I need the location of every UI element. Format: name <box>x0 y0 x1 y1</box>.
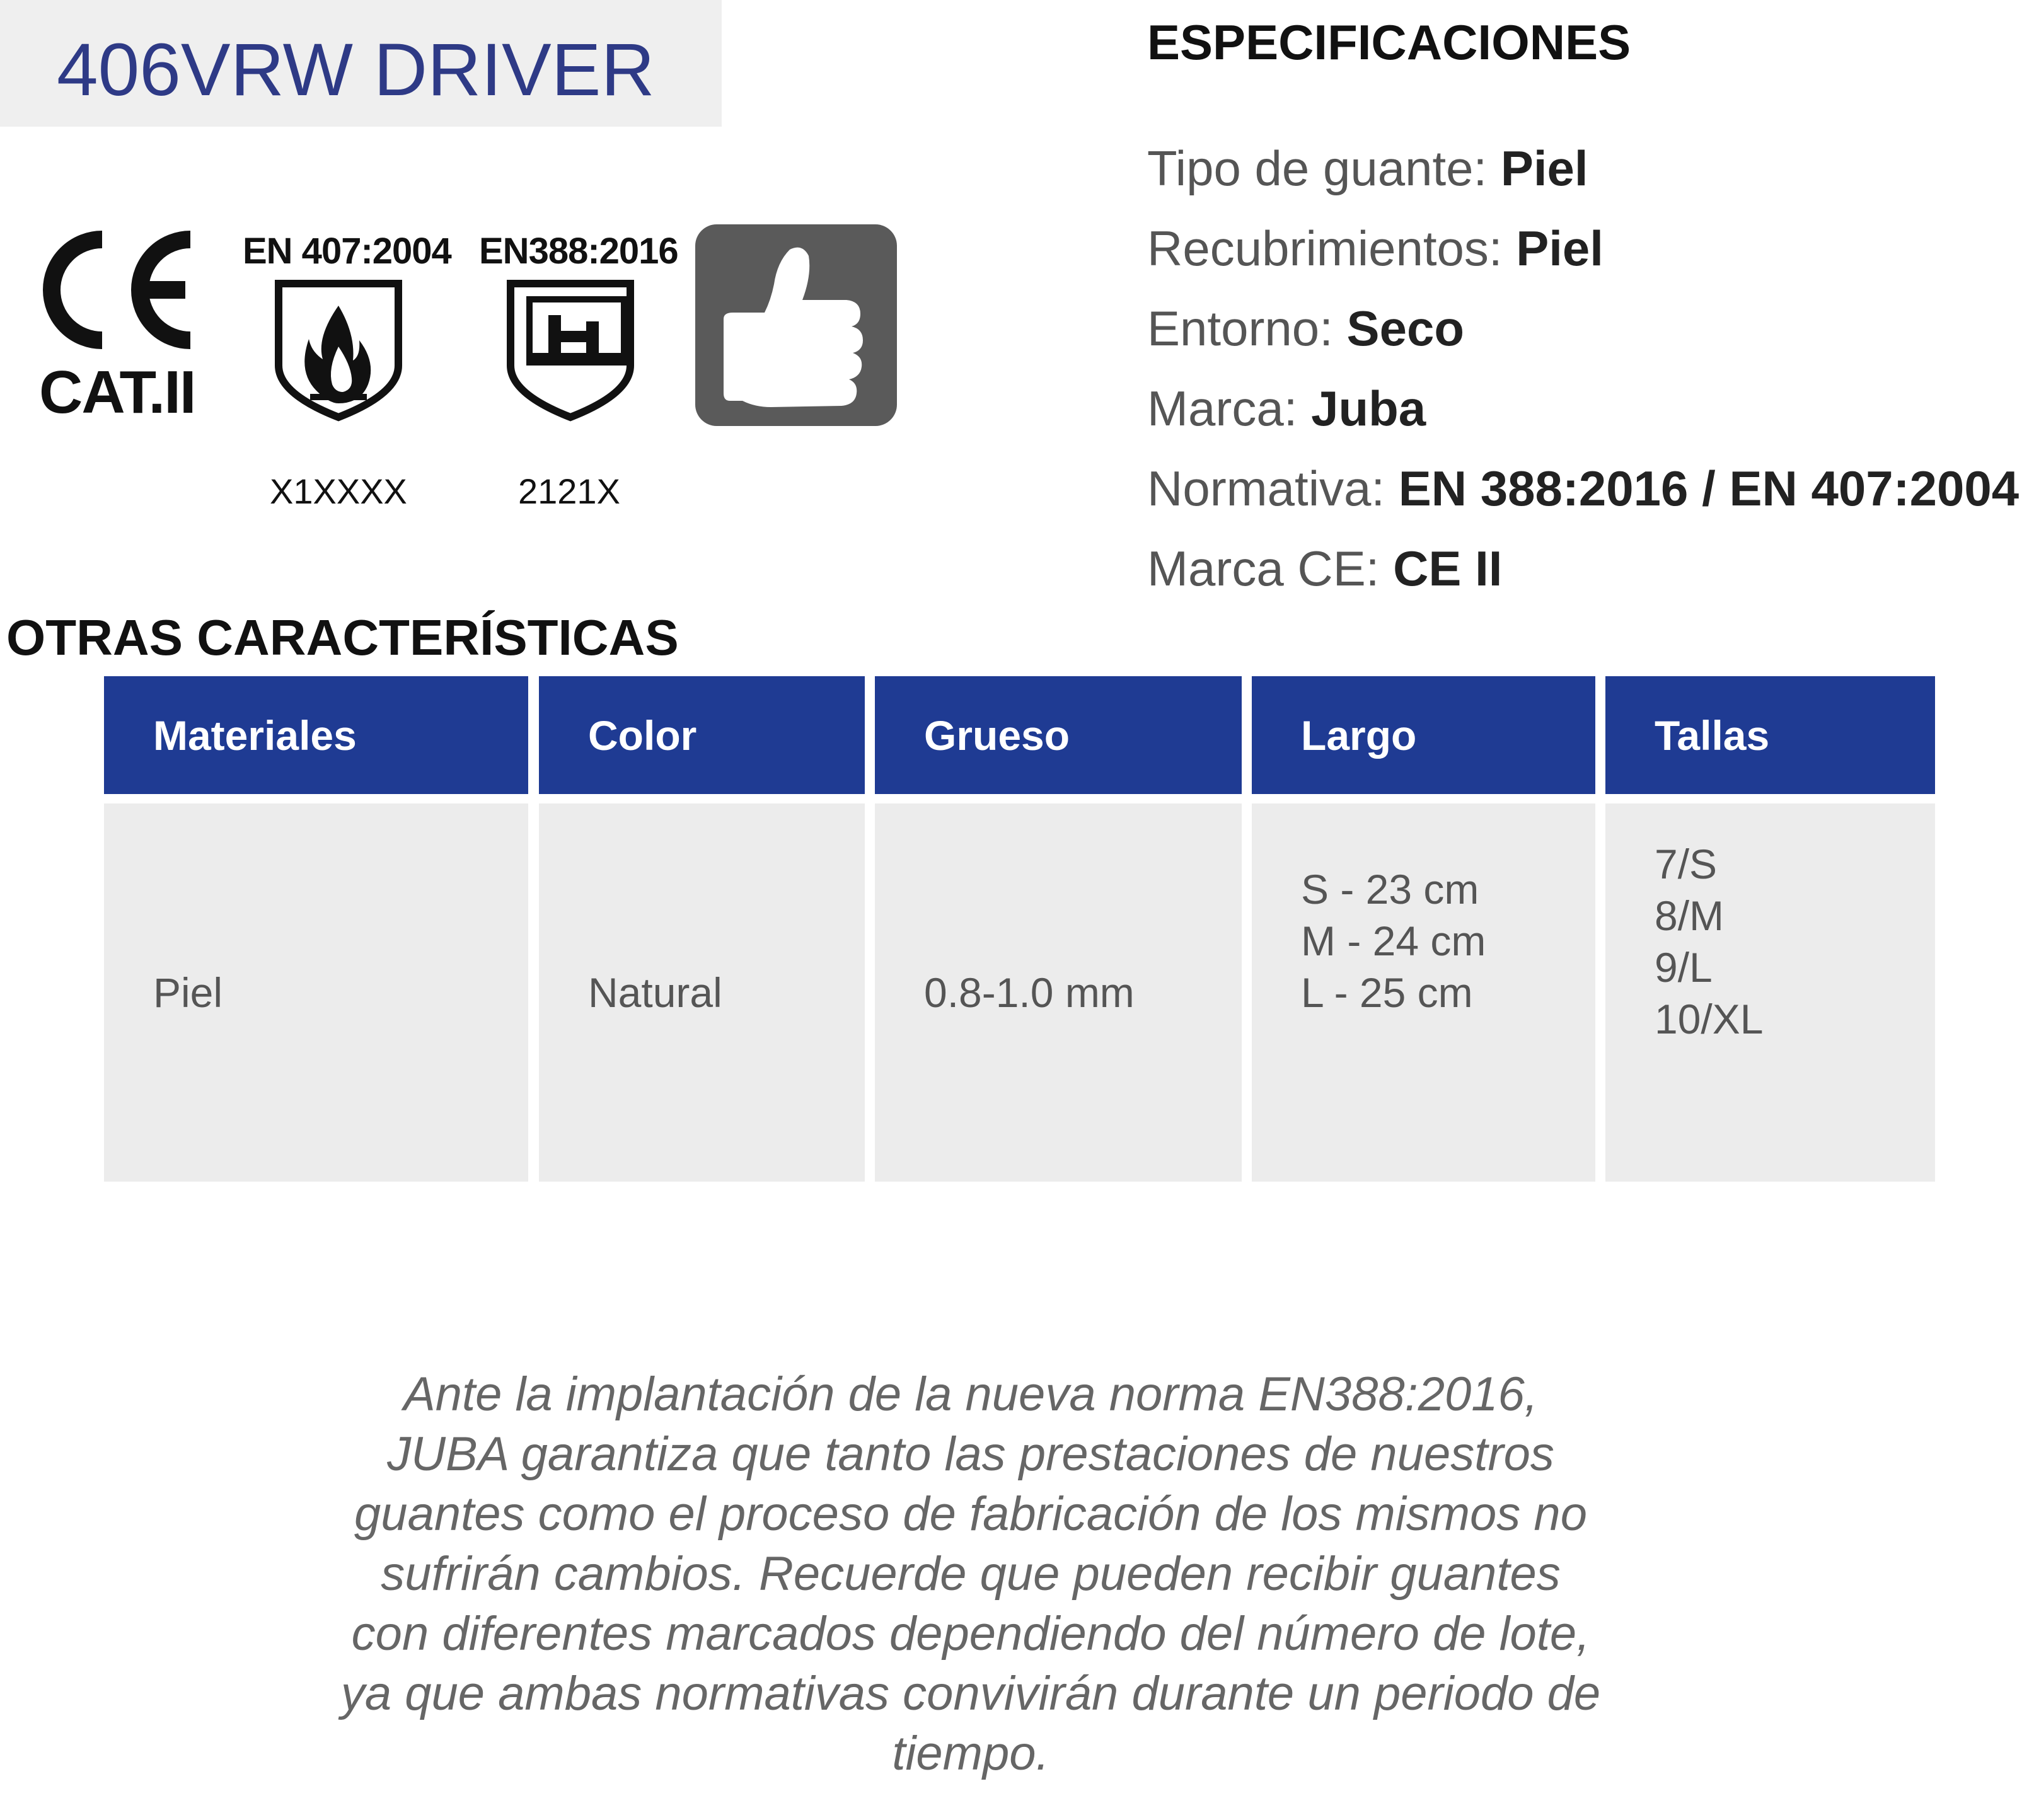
product-title: 406VRW DRIVER <box>57 28 655 112</box>
norm-heading-en407: EN 407:2004 <box>243 231 451 272</box>
cell-grueso-value: 0.8-1.0 mm <box>924 969 1135 1016</box>
spec-value: CE II <box>1393 541 1503 596</box>
spec-row-normativa <box>1147 461 2020 516</box>
hammer-shield-icon <box>504 277 637 422</box>
thumbs-up-icon <box>695 224 897 426</box>
other-characteristics-heading: OTRAS CARACTERÍSTICAS <box>6 609 679 665</box>
flame-shield-icon <box>272 277 405 422</box>
largo-line: L - 25 cm <box>1301 969 1473 1016</box>
column-header-tallas: Tallas <box>1605 676 1935 794</box>
cell-color <box>539 803 865 1182</box>
column-header-grueso: Grueso <box>875 676 1242 794</box>
column-header-materiales: Materiales <box>104 676 528 794</box>
spec-value: Piel <box>1500 141 1588 196</box>
spec-label: Recubrimientos: <box>1147 221 1517 276</box>
norm-heading-en388: EN388:2016 <box>479 231 678 272</box>
spec-label: Marca: <box>1147 381 1312 436</box>
spec-label: Normativa: <box>1147 461 1399 516</box>
largo-line: M - 24 cm <box>1301 918 1486 964</box>
spec-label: Entorno: <box>1147 301 1347 356</box>
spec-label: Tipo de guante: <box>1147 141 1501 196</box>
spec-value: Piel <box>1516 221 1604 276</box>
spec-value: Seco <box>1346 301 1464 356</box>
note-line: JUBA garantiza que tanto las prestaciones de nuestros <box>387 1427 1554 1481</box>
spec-row-entorno <box>1147 301 1464 356</box>
spec-value: EN 388:2016 / EN 407:2004 <box>1398 461 2020 516</box>
norm-code-en388: 2121X <box>518 471 620 511</box>
talla-line: 10/XL <box>1655 996 1764 1042</box>
spec-row-tipo <box>1147 141 1588 196</box>
cell-grueso <box>875 803 1242 1182</box>
spec-label: Marca CE: <box>1147 541 1394 596</box>
talla-line: 9/L <box>1655 944 1713 991</box>
note-line: con diferentes marcados dependiendo del número de lote, <box>351 1607 1590 1661</box>
cell-largo <box>1252 803 1595 1182</box>
note-line: sufrirán cambios. Recuerde que pueden recibir guantes <box>381 1547 1561 1601</box>
column-header-color: Color <box>539 676 865 794</box>
note-line: guantes como el proceso de fabricación de los mismos no <box>354 1487 1587 1541</box>
norm-code-en407: X1XXXX <box>270 471 407 511</box>
specifications-heading: ESPECIFICACIONES <box>1147 14 1631 70</box>
norm-change-note <box>277 1364 1664 1783</box>
talla-line: 8/M <box>1655 892 1725 939</box>
cell-tallas <box>1605 803 1935 1182</box>
column-header-largo: Largo <box>1252 676 1595 794</box>
note-line: tiempo. <box>892 1727 1049 1780</box>
thumbs-up-badge <box>695 224 897 426</box>
cell-color-value: Natural <box>588 969 722 1016</box>
note-line: ya que ambas normativas convivirán durante un periodo de <box>340 1667 1601 1720</box>
note-line: Ante la implantación de la nueva norma EN388:2016, <box>403 1368 1538 1421</box>
cell-materiales-value: Piel <box>153 969 223 1016</box>
ce-category: CAT.II <box>39 359 195 426</box>
talla-line: 7/S <box>1655 841 1718 887</box>
cell-materiales <box>104 803 528 1182</box>
spec-row-marca-ce <box>1147 541 1503 596</box>
spec-row-marca <box>1147 381 1426 436</box>
ce-mark-icon <box>32 227 202 353</box>
largo-line: S - 23 cm <box>1301 866 1479 913</box>
spec-value: Juba <box>1311 381 1426 436</box>
spec-row-recubrimientos <box>1147 221 1604 276</box>
